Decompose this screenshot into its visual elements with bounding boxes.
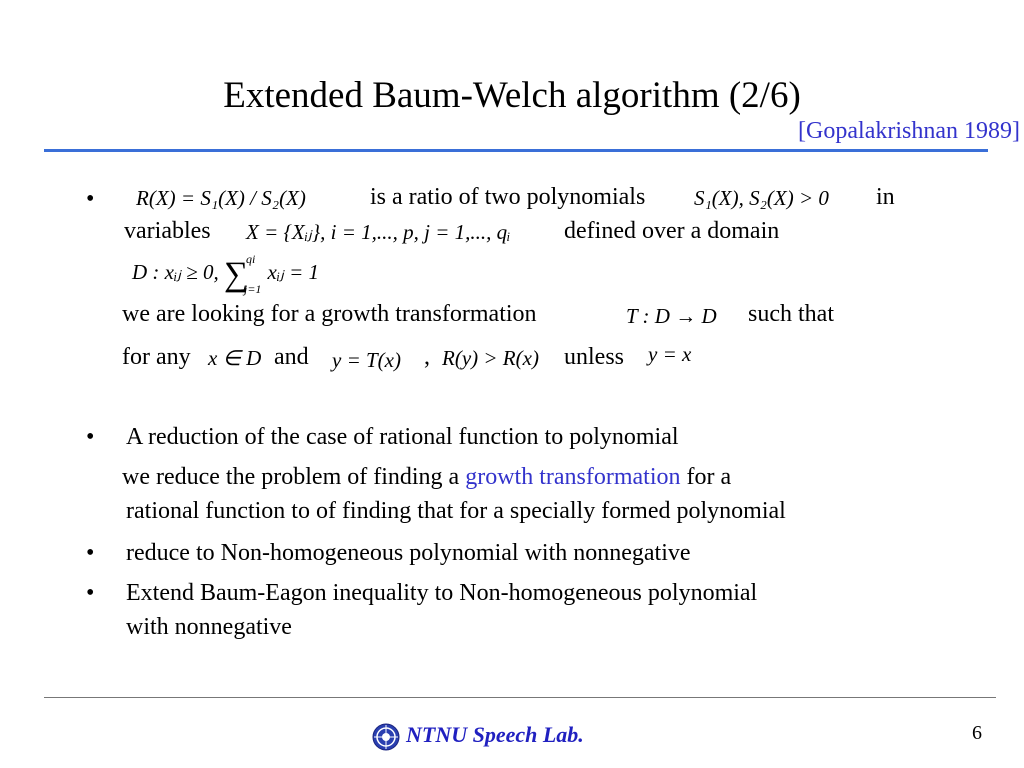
bullet2-subtext-line2: rational function to of finding that for a specially formed polynomial [126,498,786,524]
bullet1-text-and: and [274,344,309,370]
summation [224,252,262,296]
bullet4-text-line2: with nonnegative [126,614,292,640]
slide-title: Extended Baum-Welch algorithm (2/6) [223,75,801,116]
equation-positive: S₁(X), S₂(X) > 0 [694,186,829,210]
page-number: 6 [972,722,982,744]
equation-transform: T : D → D [626,304,717,328]
bullet1-text-for-any: for any [122,344,191,370]
bullet1-text-domain: defined over a domain [564,218,780,244]
bullet2-subtext-b: for a [686,464,732,490]
summation-lower-limit: j=1 [244,282,262,296]
sigma-symbol: ∑ [224,256,249,293]
bullet1-text-growth: we are looking for a growth transformation [122,301,537,327]
bullet1-text-such-that: such that [748,301,834,327]
equation-y-equals-x: y = x [648,342,692,366]
equation-y-equals-tx: y = T(x) [332,348,401,372]
equation-domain-sum: xᵢⱼ = 1 [267,260,319,284]
bullet-marker: • [86,540,95,566]
footer-lab-name: NTNU Speech Lab. [406,722,584,747]
bullet-marker: • [86,424,95,450]
equation-growth-condition: R(y) > R(x) [442,346,539,370]
equation-x-in-d: x ∈ D [208,346,262,370]
ntnu-logo-icon [372,723,400,751]
footer-divider [44,697,996,698]
bullet1-comma: , [424,344,430,370]
bullet-marker: • [86,580,95,606]
bullet4-text-line1: Extend Baum-Eagon inequality to Non-homogeneous polynomial [126,580,758,606]
bullet1-text-in: in [876,184,895,210]
equation-domain-constraint: D : xᵢⱼ ≥ 0, [132,260,219,284]
bullet3-text: reduce to Non-homogeneous polynomial with nonnegative [126,540,691,566]
growth-transformation-highlight: growth transformation [465,464,681,490]
title-divider [44,149,988,152]
equation-variables: X = {Xᵢⱼ}, i = 1,..., p, j = 1,..., qᵢ [246,220,511,244]
bullet2-subtext-line1 [122,464,731,491]
bullet2-subtext-a: we reduce the problem of finding a [122,464,460,490]
citation: [Gopalakrishnan 1989] [798,118,1020,144]
equation-domain [132,252,319,296]
summation-upper-limit: qi [246,252,256,266]
bullet1-text-unless: unless [564,344,624,370]
bullet2-text: A reduction of the case of rational function to polynomial [126,424,679,450]
bullet-marker: • [86,186,95,212]
equation-ratio: R(X) = S₁(X) / S₂(X) [136,186,306,210]
bullet1-text-variables: variables [124,218,211,244]
bullet1-text-ratio: is a ratio of two polynomials [370,184,646,210]
